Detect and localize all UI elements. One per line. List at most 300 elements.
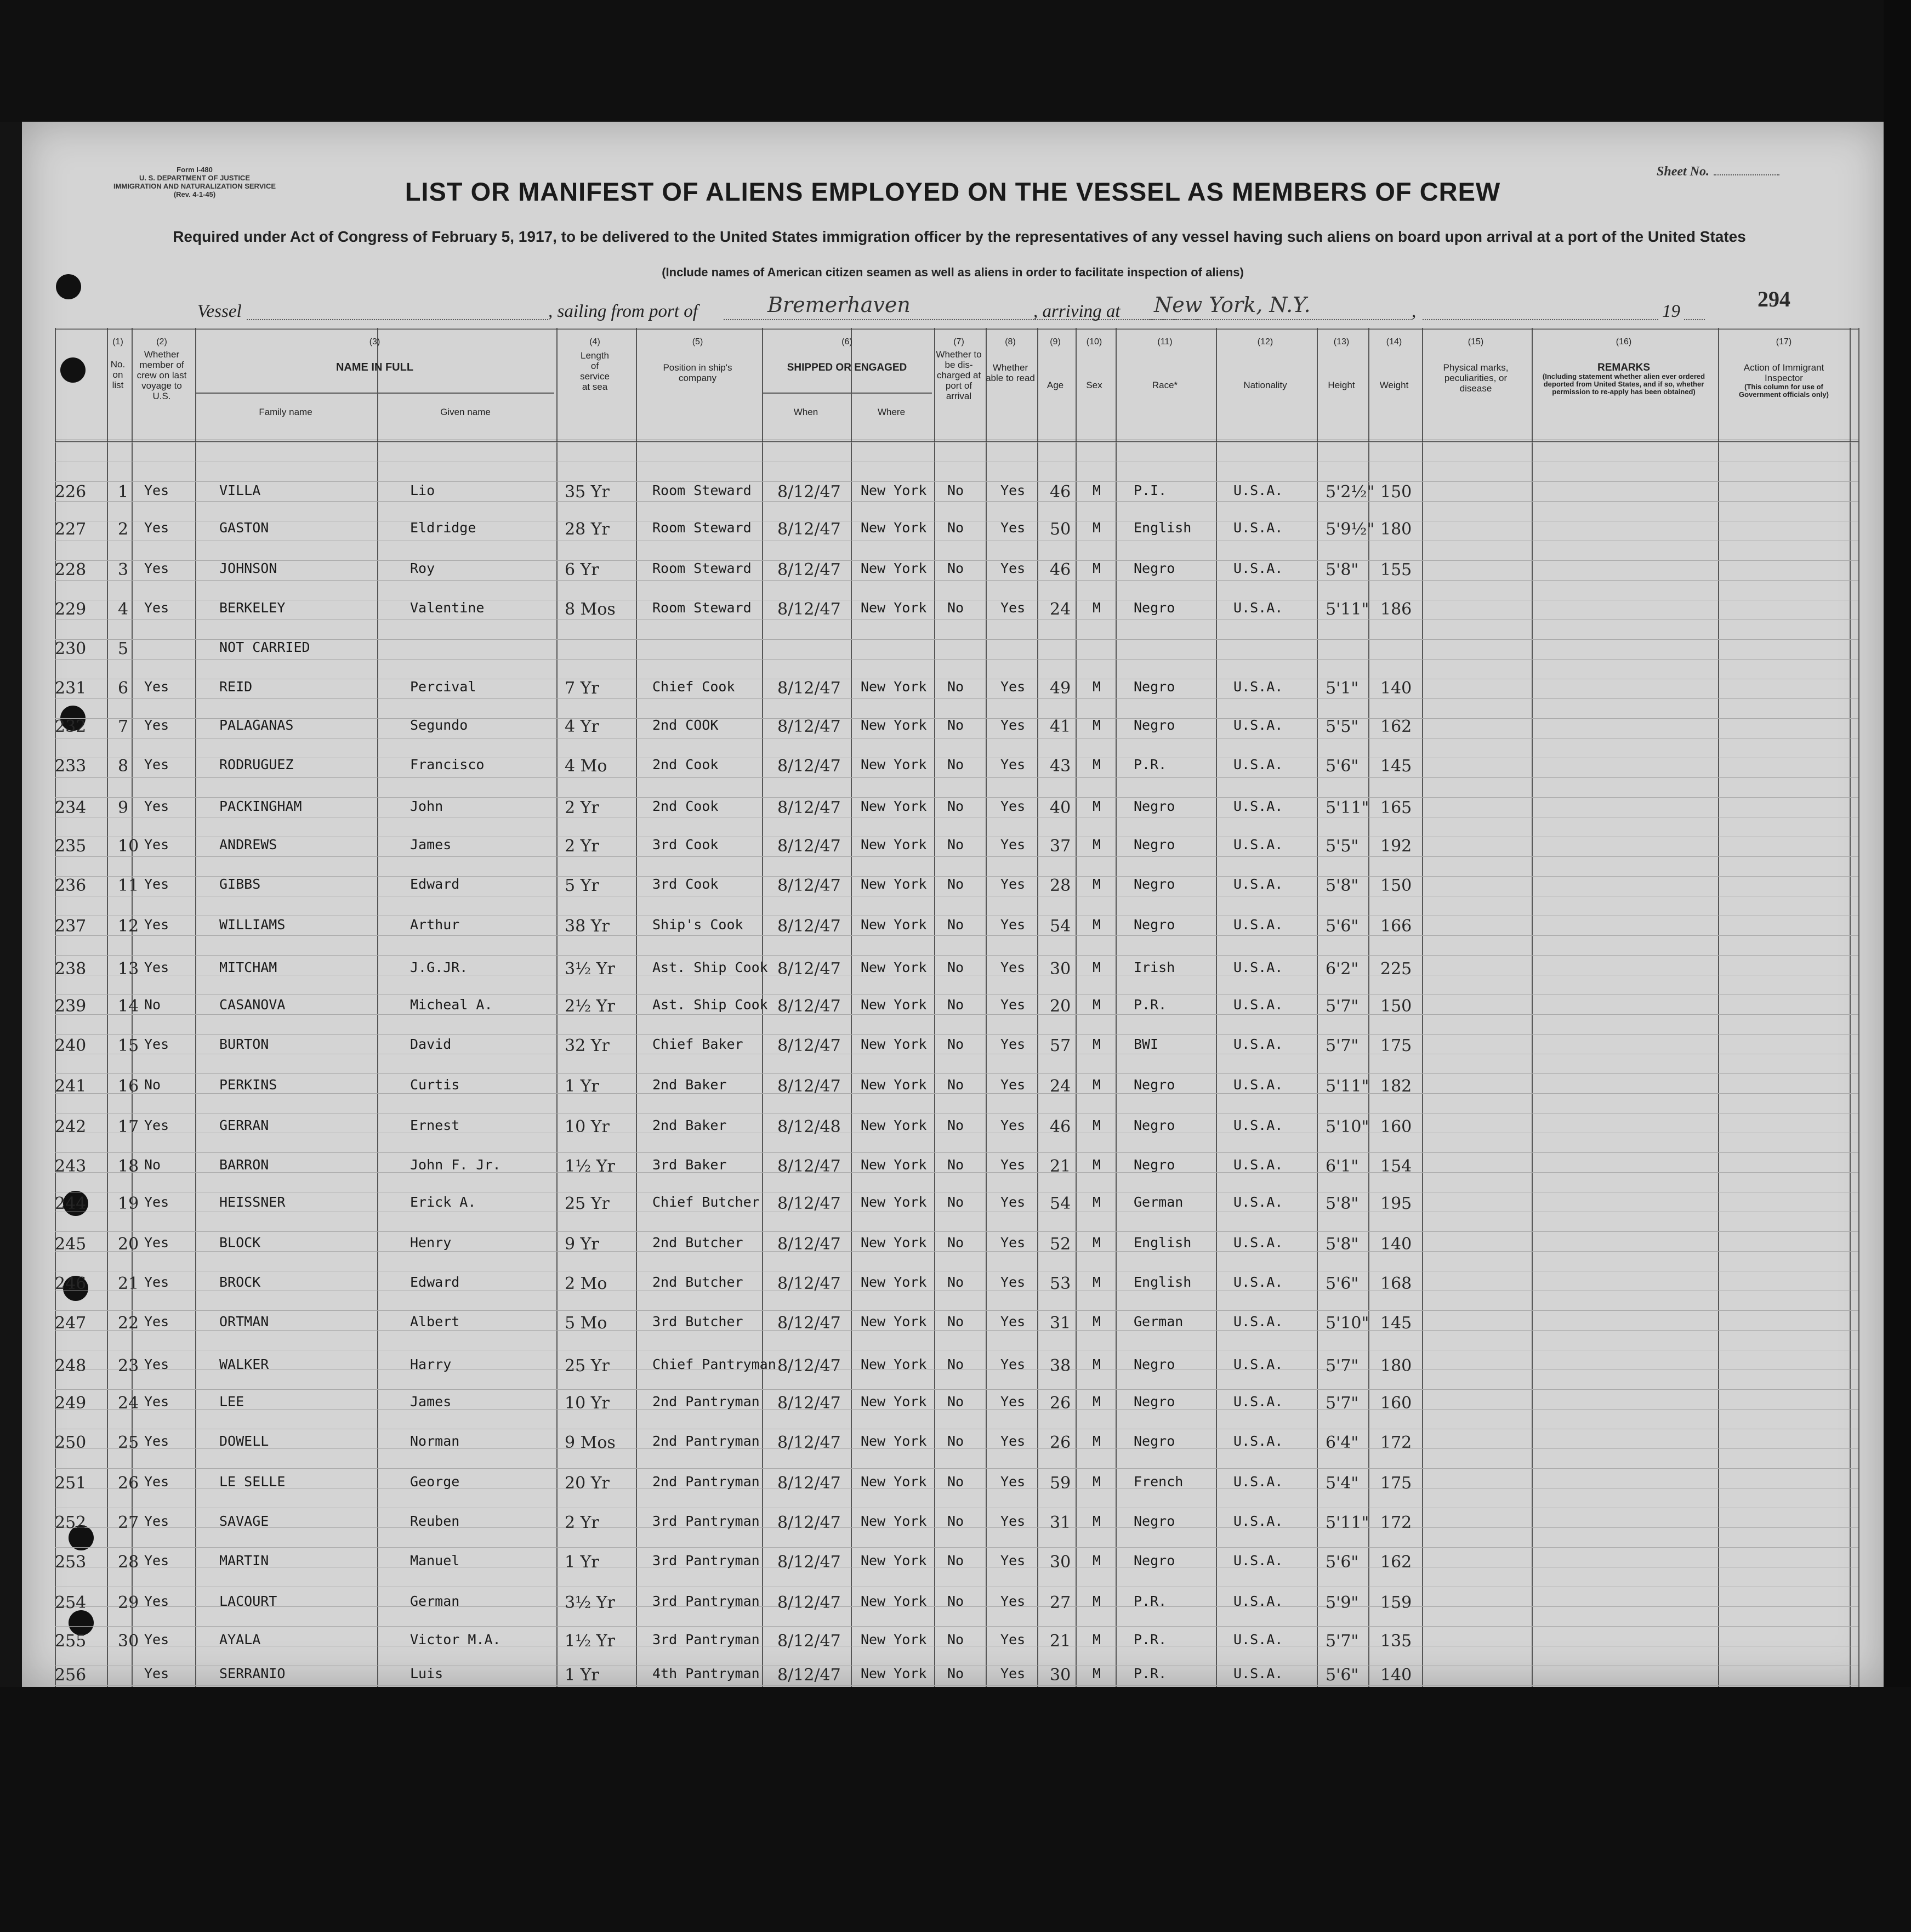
row-weight: 150 — [1380, 997, 1412, 1016]
col-12-heading: Nationality — [1243, 380, 1287, 390]
row-family-name: GIBBS — [219, 876, 261, 892]
row-age: 43 — [1050, 757, 1071, 776]
row-weight: 195 — [1380, 1194, 1412, 1213]
row-shipped-where: New York — [861, 1433, 927, 1449]
row-list-number: 12 — [118, 917, 139, 936]
row-list-number: 26 — [118, 1474, 139, 1493]
row-weight: 172 — [1380, 1433, 1412, 1452]
row-sex: M — [1093, 959, 1101, 975]
col-17-heading: Action of Immigrant Inspector — [1743, 362, 1824, 383]
row-list-number: 15 — [118, 1036, 139, 1055]
row-list-number: 27 — [118, 1513, 139, 1532]
row-previous-voyage: Yes — [144, 1235, 169, 1251]
row-age: 20 — [1050, 997, 1071, 1016]
col-16-number: (16) — [1616, 337, 1632, 346]
row-race: Negro — [1134, 1077, 1175, 1093]
row-nationality: U.S.A. — [1233, 1593, 1283, 1609]
row-line-number: 227 — [55, 520, 87, 539]
row-family-name: LEE — [219, 1394, 244, 1410]
row-position: 2nd Pantryman — [652, 1433, 760, 1449]
form-number: Form I-480 — [177, 166, 213, 174]
row-race: German — [1134, 1314, 1184, 1329]
table-row — [55, 905, 1858, 944]
table-row — [55, 1344, 1858, 1384]
table-row — [55, 508, 1858, 547]
row-weight: 166 — [1380, 917, 1412, 936]
row-shipped-where: New York — [861, 1194, 927, 1210]
row-line-number: 242 — [55, 1117, 87, 1137]
row-position: 2nd Baker — [652, 1117, 727, 1133]
table-row — [55, 470, 1858, 510]
row-position: 4th Pantryman — [652, 1666, 760, 1681]
col-6-number: (6) — [841, 337, 852, 346]
row-nationality: U.S.A. — [1233, 876, 1283, 892]
row-line-number: 229 — [55, 600, 87, 619]
row-shipped-when: 8/12/47 — [777, 717, 841, 736]
row-previous-voyage: No — [144, 997, 161, 1013]
row-given-name: Roy — [410, 560, 435, 576]
row-discharged: No — [947, 1632, 964, 1647]
row-length-of-service: 3½ Yr — [565, 959, 615, 979]
row-given-name: James — [410, 1394, 452, 1410]
row-discharged: No — [947, 679, 964, 695]
row-line-number: 240 — [55, 1036, 87, 1055]
row-family-name: RODRUGUEZ — [219, 757, 294, 772]
row-sex: M — [1093, 520, 1101, 536]
table-row — [55, 1302, 1858, 1341]
row-list-number: 8 — [118, 757, 129, 776]
row-list-number: 10 — [118, 837, 139, 856]
row-previous-voyage: Yes — [144, 679, 169, 695]
row-shipped-when: 8/12/47 — [777, 1274, 841, 1293]
col-1-heading: No. on list — [110, 359, 126, 390]
row-height: 5'7" — [1326, 1394, 1359, 1413]
row-length-of-service: 25 Yr — [565, 1194, 610, 1213]
row-discharged: No — [947, 1474, 964, 1490]
row-race: Negro — [1134, 837, 1175, 853]
row-weight: 145 — [1380, 1314, 1412, 1333]
row-shipped-when: 8/12/47 — [777, 600, 841, 619]
table-row — [55, 1382, 1858, 1421]
row-sex: M — [1093, 1474, 1101, 1490]
row-race: Negro — [1134, 1157, 1175, 1173]
sailing-port-value: Bremerhaven — [767, 293, 911, 317]
row-line-number: 251 — [55, 1474, 87, 1493]
col-11-heading: Race* — [1152, 380, 1178, 390]
table-row — [55, 1581, 1858, 1621]
row-shipped-when: 8/12/47 — [777, 1157, 841, 1176]
row-given-name: Edward — [410, 1274, 460, 1290]
row-nationality: U.S.A. — [1233, 1666, 1283, 1681]
row-length-of-service: 1½ Yr — [565, 1157, 615, 1176]
row-able-to-read: Yes — [1000, 1274, 1026, 1290]
row-previous-voyage: Yes — [144, 1394, 169, 1410]
row-weight: 159 — [1380, 1593, 1412, 1612]
row-position: 2nd Baker — [652, 1077, 727, 1093]
row-family-name: HEISSNER — [219, 1194, 286, 1210]
row-shipped-when: 8/12/48 — [777, 1117, 841, 1137]
row-list-number: 20 — [118, 1235, 139, 1254]
row-race: P.R. — [1134, 1666, 1167, 1681]
arriving-port-value: New York, N.Y. — [1154, 293, 1311, 317]
row-previous-voyage: Yes — [144, 1194, 169, 1210]
table-row — [55, 1541, 1858, 1580]
row-length-of-service: 32 Yr — [565, 1036, 610, 1055]
row-shipped-where: New York — [861, 757, 927, 772]
col-13-heading: Height — [1328, 380, 1355, 390]
row-sex: M — [1093, 757, 1101, 772]
row-nationality: U.S.A. — [1233, 717, 1283, 733]
row-length-of-service: 10 Yr — [565, 1117, 610, 1137]
row-race: Negro — [1134, 876, 1175, 892]
row-nationality: U.S.A. — [1233, 1394, 1283, 1410]
table-header — [55, 328, 1858, 442]
arriving-label: , arriving at — [1033, 302, 1121, 321]
row-shipped-when: 8/12/47 — [777, 1593, 841, 1612]
row-able-to-read: Yes — [1000, 1036, 1026, 1052]
row-family-name: GERRAN — [219, 1117, 269, 1133]
row-previous-voyage: Yes — [144, 1474, 169, 1490]
row-discharged: No — [947, 1314, 964, 1329]
row-shipped-when: 8/12/47 — [777, 1077, 841, 1096]
row-able-to-read: Yes — [1000, 1474, 1026, 1490]
row-able-to-read: Yes — [1000, 1632, 1026, 1647]
row-family-name: WILLIAMS — [219, 917, 286, 933]
row-shipped-where: New York — [861, 837, 927, 853]
row-family-name: BROCK — [219, 1274, 261, 1290]
row-age: 41 — [1050, 717, 1071, 736]
row-nationality: U.S.A. — [1233, 757, 1283, 772]
row-weight: 168 — [1380, 1274, 1412, 1293]
col-10-number: (10) — [1086, 337, 1102, 346]
row-nationality: U.S.A. — [1233, 560, 1283, 576]
row-given-name: Curtis — [410, 1077, 460, 1093]
row-given-name: Norman — [410, 1433, 460, 1449]
row-discharged: No — [947, 917, 964, 933]
row-sex: M — [1093, 1553, 1101, 1569]
table-row — [55, 627, 1858, 667]
row-height: 5'5" — [1326, 837, 1359, 856]
row-line-number: 248 — [55, 1356, 87, 1376]
row-position: 3rd Pantryman — [652, 1632, 760, 1647]
row-discharged: No — [947, 1036, 964, 1052]
row-family-name: MARTIN — [219, 1553, 269, 1569]
row-age: 46 — [1050, 1117, 1071, 1137]
row-discharged: No — [947, 1553, 964, 1569]
row-race: P.R. — [1134, 757, 1167, 772]
col-12-number: (12) — [1257, 337, 1273, 346]
row-able-to-read: Yes — [1000, 1314, 1026, 1329]
row-shipped-where: New York — [861, 1394, 927, 1410]
row-given-name: John F. Jr. — [410, 1157, 501, 1173]
page-title: LIST OR MANIFEST OF ALIENS EMPLOYED ON THE VESSEL AS MEMBERS OF CREW — [405, 177, 1501, 206]
row-list-number: 13 — [118, 959, 139, 979]
row-discharged: No — [947, 482, 964, 498]
col-15-heading: Physical marks, peculiarities, or disease — [1443, 362, 1509, 394]
col-6-divider — [762, 393, 932, 394]
row-shipped-when: 8/12/47 — [777, 1235, 841, 1254]
row-sex: M — [1093, 1433, 1101, 1449]
form-service: IMMIGRATION AND NATURALIZATION SERVICE — [113, 182, 276, 190]
row-line-number: 238 — [55, 959, 87, 979]
row-sex: M — [1093, 798, 1101, 814]
row-line-number: 255 — [55, 1632, 87, 1651]
row-given-name: Victor M.A. — [410, 1632, 501, 1647]
row-shipped-where: New York — [861, 1314, 927, 1329]
row-position: Room Steward — [652, 560, 752, 576]
manifest-sheet — [22, 122, 1884, 1687]
row-height: 5'7" — [1326, 1036, 1359, 1055]
row-line-number: 234 — [55, 798, 87, 817]
row-position: 3rd Pantryman — [652, 1513, 760, 1529]
row-previous-voyage: Yes — [144, 717, 169, 733]
row-shipped-where: New York — [861, 482, 927, 498]
col-16-instructions: (Including statement whether alien ever ordered deported from United States, and if so, whether permission to re-apply has been obtained) — [1542, 372, 1705, 396]
row-nationality: U.S.A. — [1233, 1235, 1283, 1251]
row-age: 30 — [1050, 1666, 1071, 1685]
row-previous-voyage: Yes — [144, 1314, 169, 1329]
row-height: 5'8" — [1326, 1235, 1359, 1254]
row-shipped-when: 8/12/47 — [777, 1474, 841, 1493]
row-line-number: 237 — [55, 917, 87, 936]
row-length-of-service: 35 Yr — [565, 482, 610, 502]
row-age: 37 — [1050, 837, 1071, 856]
row-nationality: U.S.A. — [1233, 997, 1283, 1013]
row-previous-voyage: Yes — [144, 1433, 169, 1449]
table-row — [55, 985, 1858, 1024]
row-previous-voyage: Yes — [144, 520, 169, 536]
col-14-number: (14) — [1386, 337, 1402, 346]
row-discharged: No — [947, 1513, 964, 1529]
row-shipped-when: 8/12/47 — [777, 1194, 841, 1213]
row-list-number: 7 — [118, 717, 129, 736]
row-list-number: 6 — [118, 679, 129, 698]
row-given-name: Henry — [410, 1235, 452, 1251]
col-9-heading: Age — [1046, 380, 1064, 390]
table-row — [55, 1462, 1858, 1501]
col-11-number: (11) — [1157, 337, 1173, 346]
row-discharged: No — [947, 560, 964, 576]
col-10-heading: Sex — [1086, 380, 1102, 390]
row-previous-voyage: No — [144, 1077, 161, 1093]
row-age: 28 — [1050, 876, 1071, 895]
row-nationality: U.S.A. — [1233, 1157, 1283, 1173]
col-9-number: (9) — [1050, 337, 1061, 346]
row-family-name: LACOURT — [219, 1593, 277, 1609]
col-3a-heading: Family name — [259, 407, 312, 417]
col-16-heading: REMARKS — [1597, 362, 1651, 373]
row-discharged: No — [947, 1157, 964, 1173]
row-able-to-read: Yes — [1000, 1394, 1026, 1410]
row-height: 5'6" — [1326, 1666, 1359, 1685]
table-row — [55, 745, 1858, 784]
row-height: 5'8" — [1326, 876, 1359, 895]
row-list-number: 18 — [118, 1157, 139, 1176]
arriving-port-blank — [1143, 319, 1412, 320]
row-length-of-service: 9 Yr — [565, 1235, 599, 1254]
row-shipped-where: New York — [861, 1157, 927, 1173]
table-row — [55, 1182, 1858, 1221]
row-age: 27 — [1050, 1593, 1071, 1612]
row-height: 5'1" — [1326, 679, 1359, 698]
row-list-number: 5 — [118, 639, 129, 658]
table-row — [55, 825, 1858, 864]
row-family-name: GASTON — [219, 520, 269, 536]
row-given-name: Luis — [410, 1666, 443, 1681]
vessel-comma: , — [1412, 302, 1417, 321]
row-discharged: No — [947, 757, 964, 772]
row-position: 3rd Baker — [652, 1157, 727, 1173]
col-3-heading: NAME IN FULL — [335, 361, 414, 373]
row-position: 2nd COOK — [652, 717, 719, 733]
row-nationality: U.S.A. — [1233, 1314, 1283, 1329]
col-14-heading: Weight — [1379, 380, 1409, 390]
row-given-name: Percival — [410, 679, 476, 695]
row-previous-voyage: Yes — [144, 1356, 169, 1372]
row-previous-voyage: Yes — [144, 482, 169, 498]
row-discharged: No — [947, 876, 964, 892]
row-list-number: 23 — [118, 1356, 139, 1376]
row-line-number: 239 — [55, 997, 87, 1016]
row-family-name: JOHNSON — [219, 560, 277, 576]
row-race: Negro — [1134, 1513, 1175, 1529]
scan-border-right — [1884, 0, 1911, 1932]
row-list-number: 14 — [118, 997, 139, 1016]
row-age: 38 — [1050, 1356, 1071, 1376]
row-position: 3rd Cook — [652, 876, 719, 892]
row-nationality: U.S.A. — [1233, 1513, 1283, 1529]
row-family-name: SAVAGE — [219, 1513, 269, 1529]
row-weight: 154 — [1380, 1157, 1412, 1176]
col-8-heading: Whether able to read — [986, 362, 1035, 383]
col-13-number: (13) — [1333, 337, 1350, 346]
row-shipped-where: New York — [861, 1274, 927, 1290]
row-previous-voyage: Yes — [144, 917, 169, 933]
row-family-name: VILLA — [219, 482, 261, 498]
row-nationality: U.S.A. — [1233, 959, 1283, 975]
year-blank — [1684, 319, 1705, 320]
row-length-of-service: 10 Yr — [565, 1394, 610, 1413]
col-17-number: (17) — [1776, 337, 1792, 346]
col-1-number: (1) — [112, 337, 123, 346]
row-list-number: 19 — [118, 1194, 139, 1213]
row-line-number: 247 — [55, 1314, 87, 1333]
row-shipped-when: 8/12/47 — [777, 959, 841, 979]
row-nationality: U.S.A. — [1233, 798, 1283, 814]
table-row — [55, 1501, 1858, 1541]
row-given-name: Edward — [410, 876, 460, 892]
row-nationality: U.S.A. — [1233, 917, 1283, 933]
col-2-number: (2) — [156, 337, 167, 346]
row-race: Negro — [1134, 1394, 1175, 1410]
row-race: P.R. — [1134, 1632, 1167, 1647]
row-height: 5'8" — [1326, 560, 1359, 579]
row-given-name: Manuel — [410, 1553, 460, 1569]
row-previous-voyage: Yes — [144, 959, 169, 975]
row-height: 5'4" — [1326, 1474, 1359, 1493]
row-height: 5'8" — [1326, 1194, 1359, 1213]
row-family-name: ANDREWS — [219, 837, 277, 853]
table-row — [55, 1421, 1858, 1461]
row-discharged: No — [947, 1235, 964, 1251]
col-2-heading: Whether member of crew on last voyage to U.S. — [136, 349, 187, 401]
row-length-of-service: 8 Mos — [565, 600, 616, 619]
row-family-name: CASANOVA — [219, 997, 286, 1013]
row-able-to-read: Yes — [1000, 717, 1026, 733]
row-race: English — [1134, 1235, 1192, 1251]
row-given-name: Micheal A. — [410, 997, 493, 1013]
sailing-label: , sailing from port of — [548, 302, 698, 321]
row-given-name: James — [410, 837, 452, 853]
row-sex: M — [1093, 1274, 1101, 1290]
row-sex: M — [1093, 1632, 1101, 1647]
row-discharged: No — [947, 1666, 964, 1681]
row-nationality: U.S.A. — [1233, 1433, 1283, 1449]
row-age: 54 — [1050, 917, 1071, 936]
row-shipped-when: 8/12/47 — [777, 1666, 841, 1685]
row-sex: M — [1093, 1235, 1101, 1251]
vessel-name-blank — [247, 319, 548, 320]
row-shipped-where: New York — [861, 1077, 927, 1093]
table-row — [55, 1262, 1858, 1302]
row-length-of-service: 2 Yr — [565, 798, 599, 817]
row-weight: 140 — [1380, 1235, 1412, 1254]
row-position: Room Steward — [652, 600, 752, 616]
row-weight: 162 — [1380, 1553, 1412, 1572]
row-shipped-where: New York — [861, 1117, 927, 1133]
col-4-heading: Length of service at sea — [580, 350, 610, 392]
row-shipped-where: New York — [861, 1666, 927, 1681]
row-able-to-read: Yes — [1000, 997, 1026, 1013]
row-weight: 150 — [1380, 482, 1412, 502]
col-4-number: (4) — [589, 337, 600, 346]
row-able-to-read: Yes — [1000, 1666, 1026, 1681]
row-line-number: 256 — [55, 1666, 87, 1685]
row-discharged: No — [947, 959, 964, 975]
row-height: 5'6" — [1326, 917, 1359, 936]
page-subtitle: Required under Act of Congress of February 5, 1917, to be delivered to the United States immigration officer by the representatives of any vessel having such aliens on board upon arrival at a port of the United States — [173, 228, 1746, 245]
row-line-number: 231 — [55, 679, 87, 698]
row-previous-voyage: Yes — [144, 837, 169, 853]
row-previous-voyage: Yes — [144, 798, 169, 814]
row-shipped-when: 8/12/47 — [777, 1433, 841, 1452]
row-given-name: Erick A. — [410, 1194, 476, 1210]
row-weight: 165 — [1380, 798, 1412, 817]
row-length-of-service: 2½ Yr — [565, 997, 615, 1016]
row-able-to-read: Yes — [1000, 876, 1026, 892]
row-nationality: U.S.A. — [1233, 837, 1283, 853]
row-length-of-service: 25 Yr — [565, 1356, 610, 1376]
row-shipped-where: New York — [861, 717, 927, 733]
row-family-name: ORTMAN — [219, 1314, 269, 1329]
row-weight: 186 — [1380, 600, 1412, 619]
row-previous-voyage: Yes — [144, 560, 169, 576]
row-length-of-service: 9 Mos — [565, 1433, 616, 1452]
row-position: 3rd Pantryman — [652, 1593, 760, 1609]
row-length-of-service: 2 Yr — [565, 1513, 599, 1532]
row-weight: 175 — [1380, 1474, 1412, 1493]
row-line-number: 232 — [55, 717, 87, 736]
table-row — [55, 1105, 1858, 1145]
row-family-name: SERRANIO — [219, 1666, 286, 1681]
row-shipped-when: 8/12/47 — [777, 1314, 841, 1333]
row-given-name: J.G.JR. — [410, 959, 468, 975]
row-shipped-when: 8/12/47 — [777, 876, 841, 895]
row-age: 24 — [1050, 600, 1071, 619]
row-given-name: George — [410, 1474, 460, 1490]
row-shipped-when: 8/12/47 — [777, 1553, 841, 1572]
row-age: 40 — [1050, 798, 1071, 817]
